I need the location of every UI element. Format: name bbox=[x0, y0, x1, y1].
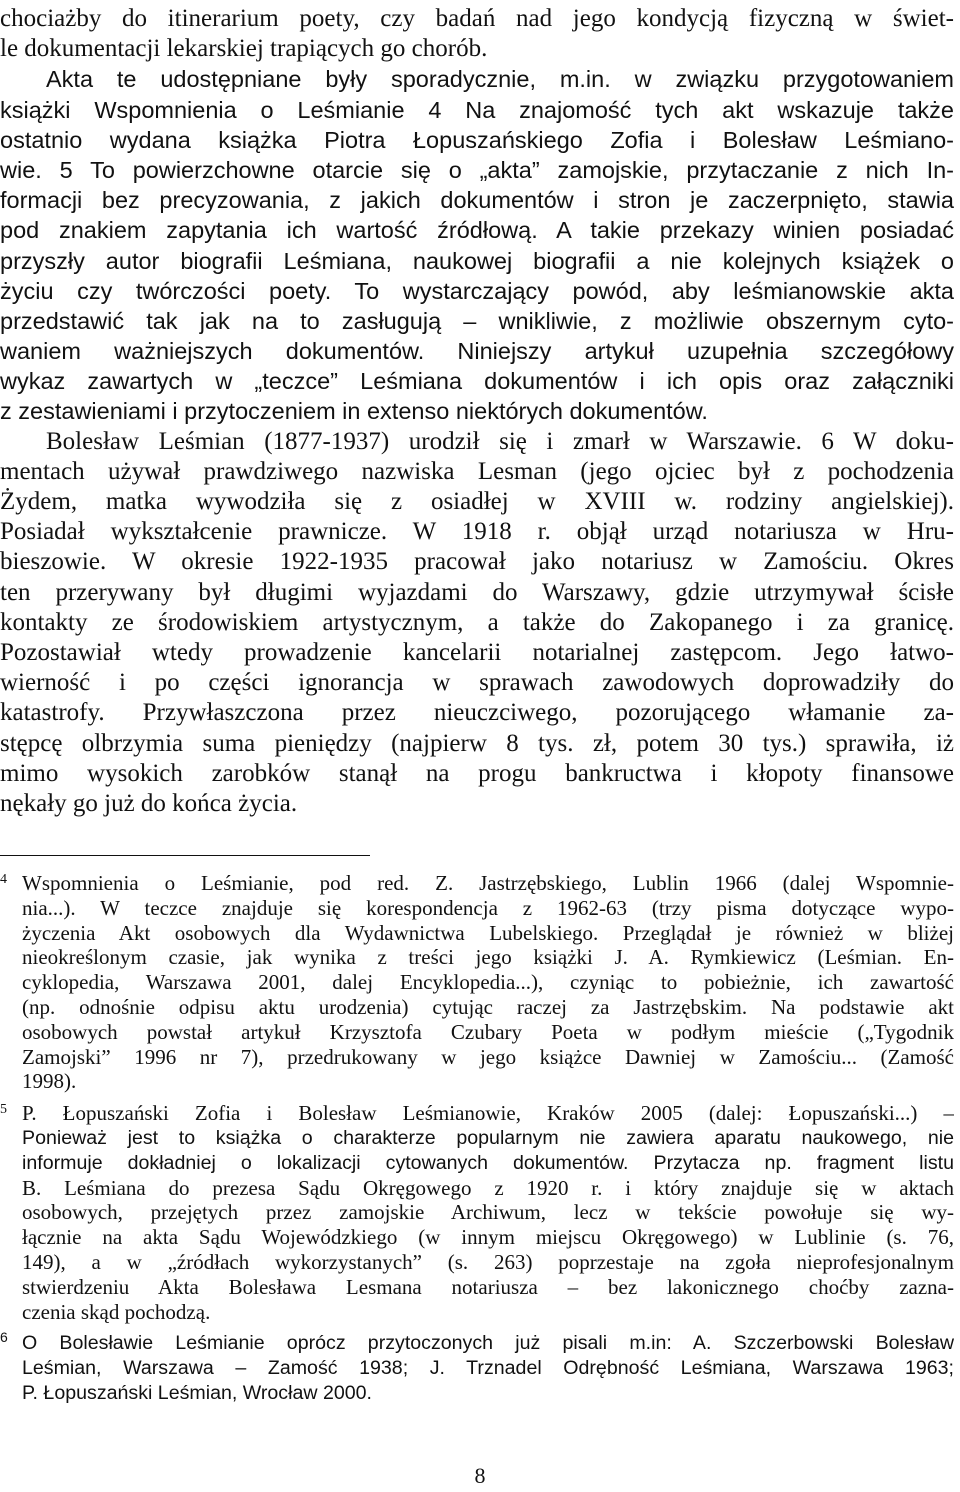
footnote-line: nieokreślonym czasie, jak wynika z treści jego książki J. A. Rymkiewicz (Leśmian. En- bbox=[22, 945, 954, 970]
body-text bbox=[0, 4, 954, 819]
footnote-line: Ponieważ jest to książka o charakterze popularnym nie zawiera aparatu naukowego, nie bbox=[22, 1127, 954, 1150]
footnote-line: nia...). W teczce znajduje się korespondencja z 1962-63 (trzy pisma dotyczące wypo- bbox=[22, 895, 954, 920]
footnote-line: stwierdzeniu Akta Bolesława Lesmana notariusza – bez lakonicznego choćby zazna- bbox=[22, 1274, 954, 1299]
footnote-line: 5 P. Łopuszański Zofia i Bolesław Leśmianowie, Kraków 2005 (dalej: Łopuszański...) – bbox=[0, 1101, 954, 1126]
footnote-text: P. Łopuszański Zofia i Bolesław Leśmianowie, Kraków 2005 (dalej: Łopuszański...) – bbox=[22, 1101, 954, 1126]
body-line: pod znakiem zapytania ich wartość źródłową. A takie przekazy winien posiadać bbox=[0, 217, 954, 244]
footnote-separator-block bbox=[0, 855, 954, 871]
footnote-text: Wspomnienia o Leśmianie, pod red. Z. Jastrzębskiego, Lublin 1966 (dalej Wspomnie- bbox=[22, 871, 954, 896]
footnote-line: cyklopedia, Warszawa 2001, dalej Encyklopedia...), czyniąc to pobieżnie, ich zawartość bbox=[22, 970, 954, 995]
body-line: Żydem, matka wywodziła się z osiadłej w XVIII w. rodziny angielskiej). bbox=[0, 488, 954, 515]
footnote-line: osobowych powstał artykuł Krzysztofa Czubary Poeta w podłym mieście („Tygodnik bbox=[22, 1019, 954, 1044]
footnotes bbox=[0, 871, 954, 1406]
body-line: Bolesław Leśmian (1877-1937) urodził się i zmarł w Warszawie. 6 W doku- bbox=[46, 427, 954, 455]
footnote-separator bbox=[0, 855, 370, 856]
footnote-line: 1998). bbox=[22, 1069, 77, 1094]
body-line: przyszły autor biografii Leśmiana, naukowej biografii a nie kolejnych książek o bbox=[0, 247, 954, 274]
page-number: 8 bbox=[474, 1463, 486, 1488]
body-line: kontakty ze środowiskiem artystycznym, a także do Zakopanego i za granicę. bbox=[0, 608, 954, 636]
footnote-line: czenia skąd pochodzą. bbox=[22, 1299, 211, 1324]
body-line: Posiadał wykształcenie prawnicze. W 1918 r. objął urząd notariusza w Hru- bbox=[0, 518, 954, 546]
body-line: waniem ważniejszych dokumentów. Niniejszy artykuł uzupełnia szczegółowy bbox=[0, 338, 954, 365]
footnote-line: osobowych, przejętych przez zamojskie Archiwum, lecz w tekście powołuje się wy- bbox=[22, 1200, 954, 1225]
footnote-line: 149), a w „źródłach wykorzystanych” (s. 263) poprzestaje na zgoła nieprofesjonalnym bbox=[22, 1250, 954, 1275]
body-line: życiu czy twórczości poety. To wystarczający powód, aby leśmianowskie akta bbox=[0, 277, 954, 304]
footnote-text: O Bolesławie Leśmianie oprócz przytoczonych już pisali m.in: A. Szczerbowski Bolesław bbox=[22, 1332, 954, 1355]
footnote-line: Leśmian, Warszawa – Zamość 1938; J. Trznadel Odrębność Leśmiana, Warszawa 1963; bbox=[22, 1357, 954, 1380]
body-line: wie. 5 To powierzchowne otarcie się o „akta” zamojskie, przytaczanie z nich In- bbox=[0, 156, 954, 183]
body-line: chociażby do itinerarium poety, czy badań nad jego kondycją fizyczną w świet- bbox=[0, 5, 954, 32]
footnote-line: B. Leśmiana do prezesa Sądu Okręgowego z 1920 r. i który znajduje się w aktach bbox=[22, 1175, 954, 1200]
footnote-line: P. Łopuszański Leśmian, Wrocław 2000. bbox=[22, 1382, 372, 1404]
footnote-line: informuje dokładniej o lokalizacji cytowanych dokumentów. Przytacza np. fragment listu bbox=[22, 1151, 954, 1174]
body-line: nękały go już do końca życia. bbox=[0, 789, 298, 817]
body-line: mentach używał prawdziwego nazwiska Lesman (jego ojciec był z pochodzenia bbox=[0, 457, 954, 485]
body-line: przedstawić tak jak na to zasługują – wnikliwie, z możliwie obszernym cyto- bbox=[0, 307, 954, 334]
body-line: wierność i po części ignorancja w sprawach zawodowych doprowadziły do bbox=[0, 669, 954, 697]
body-line: wykaz zawartych w „teczce” Leśmiana dokumentów i ich opis oraz załączniki bbox=[0, 368, 954, 395]
body-line: formacji bez precyzowania, z jakich dokumentów i stron je zaczerpnięto, stawia bbox=[0, 187, 954, 214]
footnote-line: Zamojski” 1996 nr 7), przedrukowany w jego książce Dawniej w Zamościu... (Zamość bbox=[22, 1044, 954, 1069]
body-line: katastrofy. Przywłaszczona przez nieuczciwego, pozorującego włamanie za- bbox=[0, 699, 954, 727]
footnote-line: (np. odnośnie odpisu aktu urodzenia) cytując raczej za Jastrzębskim. Na podstawie akt bbox=[22, 995, 954, 1020]
footnote-line: życzenia Akt osobowych dla Wydawnictwa Lubelskiego. Przeglądał je również w bliżej bbox=[22, 920, 954, 945]
footnote-line: 6 O Bolesławie Leśmianie oprócz przytoczonych już pisali m.in: A. Szczerbowski Bolesław bbox=[0, 1331, 954, 1355]
body-line: bieszowie. W okresie 1922-1935 pracował jako notariusz w Zamościu. Okres bbox=[0, 548, 954, 576]
body-line: Pozostawiał wtedy prowadzenie kancelarii notarialnej zastępcom. Jego łatwo- bbox=[0, 638, 954, 666]
footnote-line: 4 Wspomnienia o Leśmianie, pod red. Z. Jastrzębskiego, Lublin 1966 (dalej Wspomnie- bbox=[0, 871, 954, 896]
body-line: le dokumentacji lekarskiej trapiących go chorób. bbox=[0, 35, 488, 63]
body-line: stępcę olbrzymia suma pieniędzy (najpierw 8 tys. zł, potem 30 tys.) sprawiła, iż bbox=[0, 729, 954, 757]
body-line: Akta te udostępniane były sporadycznie, m.in. w związku przygotowaniem bbox=[46, 66, 954, 93]
body-line: mimo wysokich zarobków stanął na progu bankructwa i kłopoty finansowe bbox=[0, 759, 954, 787]
body-line: z zestawieniami i przytoczeniem in extenso niektórych dokumentów. bbox=[0, 398, 708, 425]
body-line: ten przerywany był długimi wyjazdami do Warszawy, gdzie utrzymywał ścisłe bbox=[0, 578, 954, 606]
footnote-line: łącznie na akta Sądu Wojewódzkiego (w innym miejscu Okręgowego) w Lublinie (s. 76, bbox=[22, 1225, 954, 1250]
body-line: książki Wspomnienia o Leśmianie 4 Na znajomość tych akt wskazuje także bbox=[0, 96, 954, 123]
body-line: ostatnio wydana książka Piotra Łopuszańskiego Zofia i Bolesław Leśmiano- bbox=[0, 126, 954, 153]
